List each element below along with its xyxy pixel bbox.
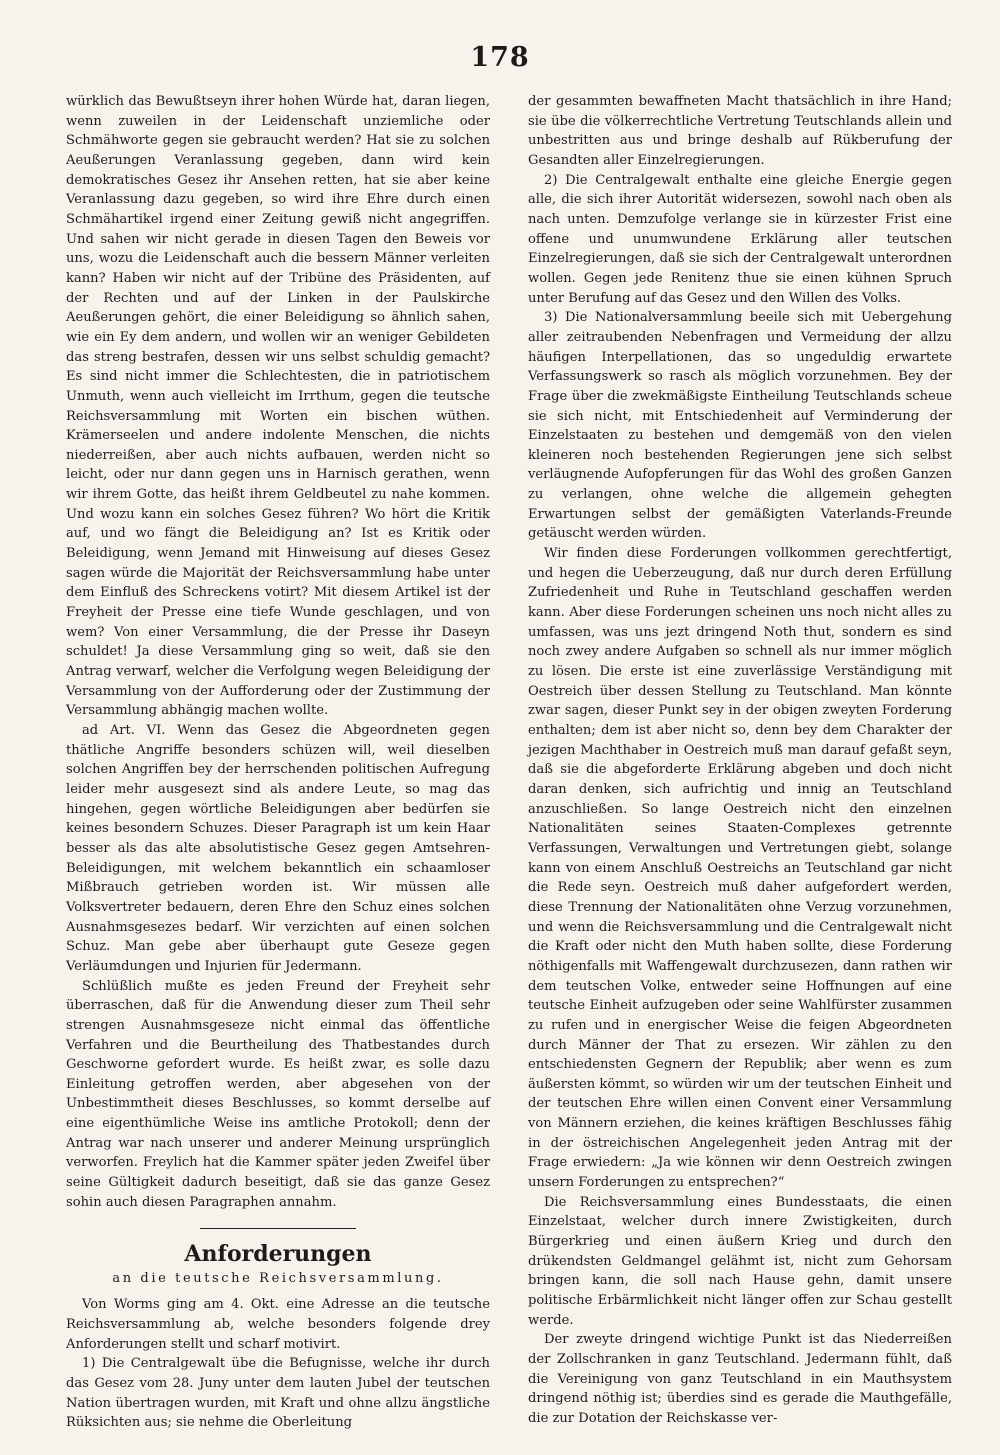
paragraph-intro: Von Worms ging am 4. Okt. eine Adresse an die teutsche Reichsversammlung ab, welche besonders folgende drey Anforderungen stellt und scharf motivirt. <box>66 1297 490 1352</box>
page-number: 178 <box>470 42 530 73</box>
left-column <box>66 92 490 1433</box>
paragraph-demand-2: 2) Die Centralgewalt enthalte eine gleiche Energie gegen alle, die sich ihrer Autorität widersezen, sowohl nach oben als nach unten. Demzufolge verlange sie in kürzester Frist eine offene und unumwundene Erklärung aller teutschen Einzelregierungen, daß sie sich der Centralgewalt unterordnen wollen. Gegen jede Renitenz thue sie einen kühnen Spruch unter Berufung auf das Gesez und den Willen des Volks. <box>528 172 952 306</box>
section-divider <box>200 1228 356 1229</box>
paragraph: würklich das Bewußtseyn ihrer hohen Würde hat, daran liegen, wenn zuweilen in der Leidenschaft unziemliche oder Schmähworte gegen sie gebraucht werden? Hat sie zu solchen Aeußerungen Veranlassung gegeben, dann wird kein demokratisches Gesez ihr Ansehen retten, hat sie aber keine Veranlassung dazu gegeben, so wird ihre Ehre durch einen Schmähartikel irgend einer Zeitung gewiß nicht angegriffen. Und sahen wir nicht gerade in diesen Tagen den Beweis vor uns, wozu die Leidenschaft auch die bessern Männer verleiten kann? Haben wir nicht auf der Tribüne des Präsidenten, auf der Rechten und auf der Linken in der Paulskirche Aeußerungen gehört, die einer Beleidigung so ähnlich sahen, wie ein Ey dem andern, und wollen wir an weniger Gebildeten das streng bestrafen, dessen wir uns selbst schuldig gemacht? Es sind nicht immer die Schlechtesten, die in patriotischem Unmuth, wenn auch vielleicht im Irrthum, gegen die teutsche Reichsversammlung mit Worten ein bischen wüthen. Krämerseelen und andere indolente Menschen, die nichts niederreißen, aber auch nichts aufbauen, werden nicht so leicht, oder nur dann gegen uns in Harnisch gerathen, wenn wir ihrem Gotte, das heißt ihrem Geldbeutel zu nahe kommen. Und wozu kann ein solches Gesez führen? Wo hört die Kritik auf, und wo fängt die Beleidigung an? Ist es Kritik oder Beleidigung, wenn Jemand mit Hinweisung auf dieses Gesez sagen würde die Majorität der Reichsversammlung habe unter dem Einfluß des Schreckens votirt? Mit diesem Artikel ist der Freyheit der Presse eine tiefe Wunde geschlagen, und von wem? Von einer Versammlung, die der Presse ihr Daseyn schuldet! Ja diese Versammlung ging so weit, daß sie den Antrag verwarf, welcher die Verfolgung wegen Beleidigung der Versammlung von der Aufforderung oder der Zustimmung der Versammlung abhängig machen wollte. <box>66 94 490 719</box>
paragraph-commentary: Wir finden diese Forderungen vollkommen gerechtfertigt, und hegen die Ueberzeugung, daß nur durch deren Erfüllung Zufriedenheit und Ruhe in Teutschland geschaffen werden kann. Aber diese Forderungen scheinen uns noch nicht alles zu umfassen, was uns jezt dringend Noth thut, sondern es sind noch zwey andere Aufgaben so schnell als nur immer möglich zu lösen. Die erste ist eine zuverlässige Verständigung mit Oestreich über dessen Stellung zu Teutschland. Man könnte zwar sagen, dieser Punkt sey in der obigen zweyten Forderung enthalten; dem ist aber nicht so, denn bey dem Charakter der jezigen Machthaber in Oestreich muß man darauf gefaßt seyn, daß sie die abgeforderte Erklärung abgeben und doch nicht daran denken, sich aufrichtig und innig an Teutschland anzuschließen. So lange Oestreich nicht den einzelnen Nationalitäten seines Staaten-Complexes getrennte Verfassungen, Verwaltungen und Vertretungen giebt, solange kann von einem Anschluß Oestreichs an Teutschland gar nicht die Rede seyn. Oestreich muß daher aufgefordert werden, diese Trennung der Nationalitäten ohne Verzug vorzunehmen, und wenn die Reichsversammlung und die Centralgewalt nicht die Kraft oder nicht den Muth haben sollte, diese Forderung nöthigenfalls mit Waffengewalt durchzusezen, dann rathen wir dem teutschen Volke, entweder seine Hoffnungen auf eine teutsche Einheit aufzugeben oder seine Wahlfürster zusammen zu rufen und in energischer Weise die feigen Abgeordneten durch Männer der That zu ersezen. Wir zählen zu den entschiedensten Gegnern der Republik; aber wenn es zum äußersten kömmt, so würden wir um der teutschen Einheit und der teutschen Ehre willen einen Convent einer Versammlung von Männern erziehen, die keines kräftigen Beschlusses fähig in der östreichischen Angelegenheit jeden Antrag mit der Frage erwiedern: „Ja wie können wir denn Oestreich zwingen unsern Forderungen zu entsprechen?“ <box>528 546 952 1191</box>
paragraph-conclusion: Schlüßlich mußte es jeden Freund der Freyheit sehr überraschen, daß für die Anwendung dieser zum Theil sehr strengen Ausnahmsgeseze nicht einmal das öffentliche Verfahren und die Beurtheilung des Thatbestandes durch Geschworne gefordert wurde. Es heißt zwar, es solle dazu Einleitung getroffen werden, aber abgesehen von der Unbestimmtheit dieses Beschlusses, so kommt derselbe auf eine eigenthümliche Weise ins amtliche Protokoll; denn der Antrag war nach unserer und anderer Meinung ursprünglich verworfen. Freylich hat die Kammer später jeden Zweifel über seine Gültigkeit dadurch beseitigt, daß sie das ganze Gesez sohin auch diesen Paragraphen annahm. <box>66 978 490 1210</box>
right-column <box>528 92 952 1429</box>
paragraph-zollschranken: Der zweyte dringend wichtige Punkt ist das Niederreißen der Zollschranken in ganz Teutschland. Jedermann fühlt, daß die Vereinigung von ganz Teutschland in ein Mauthsystem dringend nöthig ist; überdies sind es gerade die Mauthgefälle, die zur Dotation der Reichskasse ver- <box>528 1332 952 1426</box>
paragraph-reichsversammlung: Die Reichsversammlung eines Bundesstaats, die einen Einzelstaat, welcher durch innere Zwistigkeiten, durch Bürgerkrieg und einen äußern Krieg und durch den drükendsten Geldmangel gelähmt ist, nicht zum Gehorsam bringen kann, die soll nach Hause gehn, damit unsere politische Erbärmlichkeit nicht länger offen zur Schau gestellt werde. <box>528 1194 952 1328</box>
section-title: Anforderungen <box>184 1241 372 1268</box>
paragraph-demand-1: 1) Die Centralgewalt übe die Befugnisse, welche ihr durch das Gesez vom 28. Juny unter dem lauten Jubel der teutschen Nation übertragen wurden, mit Kraft und ohne allzu ängstliche Rüksichten aus; sie nehme die Oberleitung <box>66 1356 490 1431</box>
paragraph-continuation: der gesammten bewaffneten Macht thatsächlich in ihre Hand; sie übe die völkerrechtliche Vertretung Teutschlands allein und unbestritten aus und bringe deshalb auf Rükberufung der Gesandten aller Einzelregierungen. <box>528 94 952 168</box>
paragraph-art-vi: ad Art. VI. Wenn das Gesez die Abgeordneten gegen thätliche Angriffe besonders schüzen will, weil dieselben solchen Angriffen bey der herrschenden politischen Aufregung leider mehr ausgesezt sind als andere Leute, so mag das hingehen, gegen wörtliche Beleidigungen aber bedürfen sie keines besondern Schuzes. Dieser Paragraph ist um kein Haar besser als das alte absolutistische Gesez gegen Amtsehren-Beleidigungen, mit welchem bekanntlich ein schaamloser Mißbrauch getrieben worden ist. Wir müssen alle Volksvertreter bedauern, deren Ehre den Schuz eines solchen Ausnahmsgesezes bedarf. Wir verzichten auf einen solchen Schuz. Man gebe aber überhaupt gute Geseze gegen Verläumdungen und Injurien für Jedermann. <box>66 723 490 974</box>
section-subtitle: an die teutsche Reichsversammlung. <box>112 1271 444 1287</box>
paragraph-demand-3: 3) Die Nationalversammlung beeile sich mit Uebergehung aller zeitraubenden Nebenfragen und Vermeidung der allzu häufigen Interpellationen, das so ungeduldig erwartete Verfassungswerk so rasch als möglich vorzunehmen. Bey der Frage über die zwekmäßigste Eintheilung Teutschlands scheue sie sich nicht, mit Entschiedenheit auf Verminderung der Einzelstaaten zu bestehen und demgemäß von den vielen kleineren noch bestehenden Regierungen jene sich selbst verläugnende Aufopferungen für das Wohl des großen Ganzen zu verlangen, ohne welche die allgemein gehegten Erwartungen selbst der gemäßigten Vaterlands-Freunde getäuscht werden würden. <box>528 310 952 542</box>
